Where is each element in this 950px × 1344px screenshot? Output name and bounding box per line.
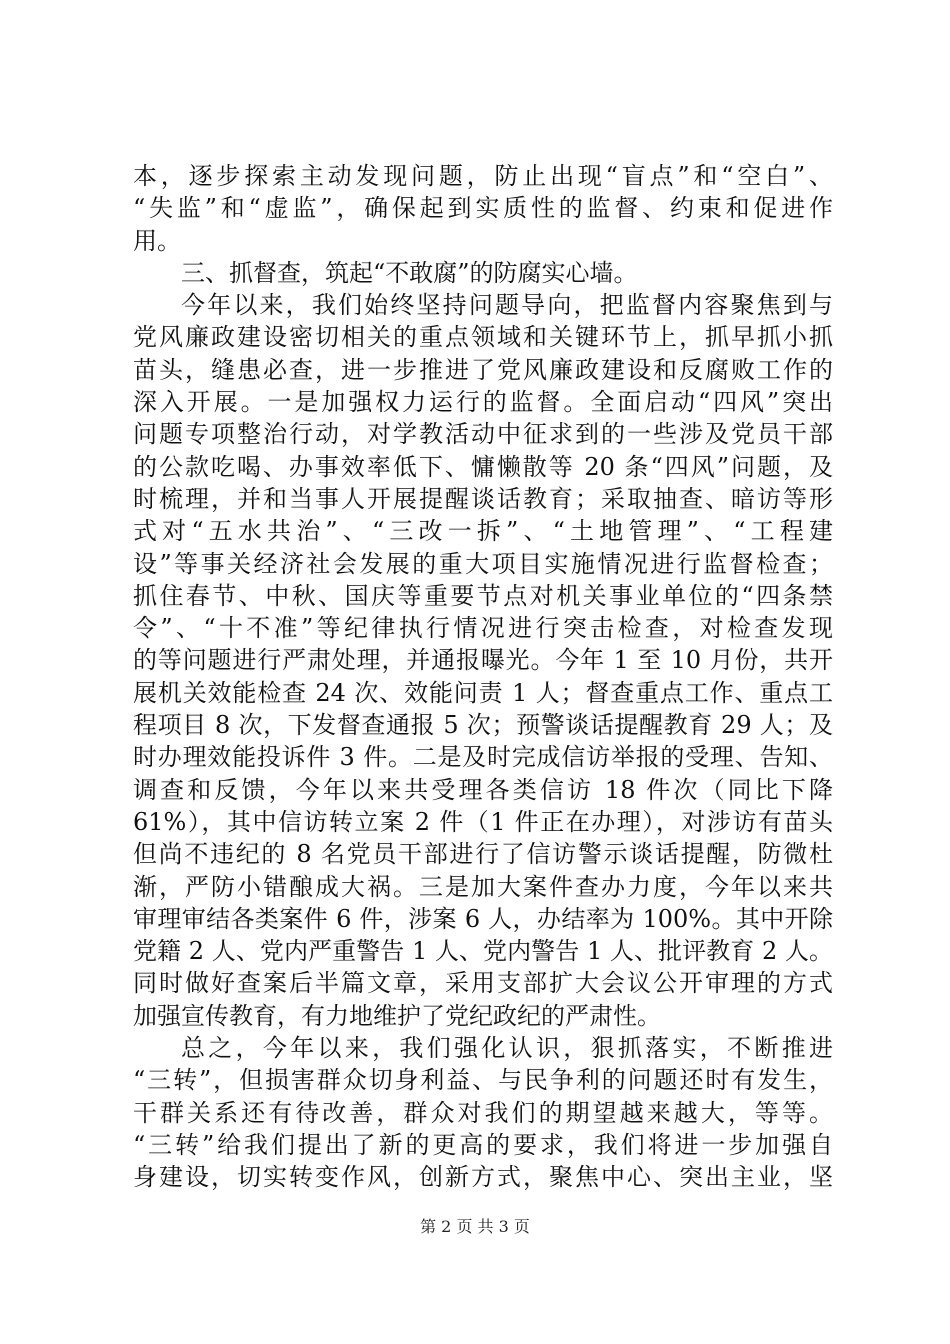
text-line: “三转”，但损害群众切身利益、与民争利的问题还时有发生， bbox=[133, 1066, 833, 1095]
text-line: 今年以来，我们始终坚持问题导向，把监督内容聚焦到与 bbox=[181, 291, 833, 320]
text-line: 61%），其中信访转立案 2 件（1 件正在办理），对涉访有苗头 bbox=[133, 807, 833, 836]
text-line: 总之，今年以来，我们强化认识，狠抓落实，不断推进 bbox=[181, 1034, 833, 1063]
text-line: 加强宣传教育，有力地维护了党纪政纪的严肃性。 bbox=[133, 1001, 661, 1030]
text-line: 本，逐步探索主动发现问题，防止出现“盲点”和“空白”、 bbox=[133, 162, 833, 190]
text-line: 用。 bbox=[133, 226, 181, 255]
text-line: 同时做好查案后半篇文章，采用支部扩大会议公开审理的方式 bbox=[133, 969, 833, 998]
text-line: 程项目 8 次，下发督查通报 5 次；预警谈话提醒教育 29 人；及 bbox=[133, 711, 833, 740]
text-line: 的等问题进行严肃处理，并通报曝光。今年 1 至 10 月份，共开 bbox=[133, 646, 833, 675]
text-line: 党风廉政建设密切相关的重点领域和关键环节上，抓早抓小抓 bbox=[133, 323, 833, 352]
text-line: 问题专项整治行动，对学教活动中征求到的一些涉及党员干部 bbox=[133, 420, 833, 449]
text-line: 设”等事关经济社会发展的重大项目实施情况进行监督检查； bbox=[133, 549, 833, 578]
text-line: 身建设，切实转变作风，创新方式，聚焦中心、突出主业，坚 bbox=[133, 1163, 833, 1192]
text-line: 但尚不违纪的 8 名党员干部进行了信访警示谈话提醒，防微杜 bbox=[133, 840, 833, 869]
text-line: 令”、“十不准”等纪律执行情况进行突击检查，对检查发现 bbox=[133, 614, 833, 643]
text-line: 时办理效能投诉件 3 件。二是及时完成信访举报的受理、告知、 bbox=[133, 743, 833, 772]
document-body bbox=[133, 160, 833, 1194]
text-line: 展机关效能检查 24 次、效能问责 1 人；督查重点工作、重点工 bbox=[133, 678, 833, 707]
text-line: 抓住春节、中秋、国庆等重要节点对机关事业单位的“四条禁 bbox=[133, 581, 833, 610]
text-line: 三、抓督查，筑起“不敢腐”的防腐实心墙。 bbox=[181, 258, 638, 287]
text-line: 干群关系还有待改善，群众对我们的期望越来越大，等等。 bbox=[133, 1098, 833, 1127]
text-line: 渐，严防小错酿成大祸。三是加大案件查办力度，今年以来共 bbox=[133, 872, 833, 901]
text-line: 时梳理，并和当事人开展提醒谈话教育；采取抽查、暗访等形 bbox=[133, 484, 833, 513]
page-footer: 第 2 页 共 3 页 bbox=[420, 1217, 530, 1236]
text-line: 审理审结各类案件 6 件，涉案 6 人，办结率为 100%。其中开除 bbox=[133, 904, 833, 933]
text-line: 的公款吃喝、办事效率低下、慵懒散等 20 条“四风”问题，及 bbox=[133, 452, 833, 481]
text-line: 式对“五水共治”、“三改一拆”、“土地管理”、“工程建 bbox=[133, 517, 833, 546]
text-line: 深入开展。一是加强权力运行的监督。全面启动“四风”突出 bbox=[133, 388, 833, 417]
text-line: 党籍 2 人、党内严重警告 1 人、党内警告 1 人、批评教育 2 人。 bbox=[133, 937, 833, 966]
text-line: 调查和反馈，今年以来共受理各类信访 18 件次（同比下降 bbox=[133, 775, 833, 804]
text-line: “三转”给我们提出了新的更高的要求，我们将进一步加强自 bbox=[133, 1130, 833, 1159]
text-line: 苗头，缝患必查，进一步推进了党风廉政建设和反腐败工作的 bbox=[133, 355, 833, 384]
text-line: “失监”和“虚监”，确保起到实质性的监督、约束和促进作 bbox=[133, 194, 833, 223]
